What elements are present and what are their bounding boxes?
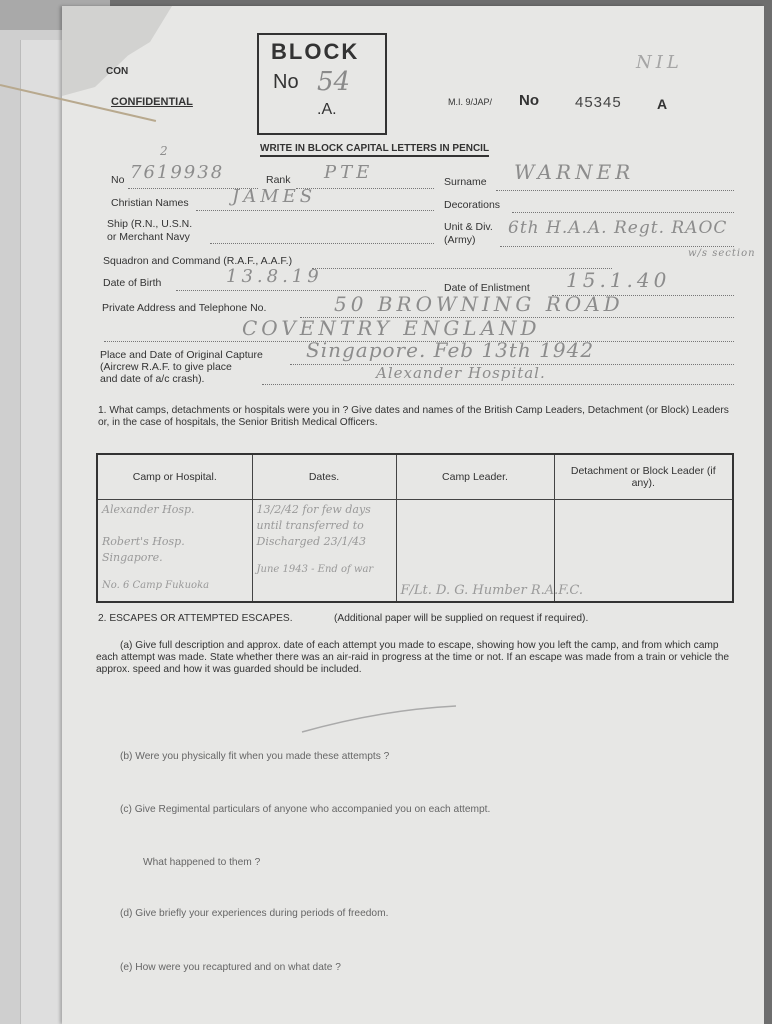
- address-label: Private Address and Telephone No.: [102, 302, 267, 314]
- enlistment-label: Date of Enlistment: [444, 282, 530, 294]
- nil-annotation: NIL: [636, 52, 683, 73]
- rank-value: PTE: [324, 162, 374, 183]
- dates-cell: [252, 500, 396, 603]
- block-no-label: No: [273, 71, 299, 93]
- form-suffix: A: [657, 96, 668, 112]
- block-label: BLOCK: [271, 39, 360, 64]
- capture-label-2: (Aircrew R.A.F. to give place: [100, 361, 232, 373]
- camp-entry: Robert's Hosp. Singapore.: [102, 535, 185, 564]
- dates-entry: Discharged 23/1/43: [256, 535, 367, 548]
- mi-reference: M.I. 9/JAP/: [448, 97, 493, 107]
- header-dates: Dates.: [252, 454, 396, 500]
- question-2c-followup: What happened to them ?: [143, 857, 261, 868]
- squadron-label: Squadron and Command (R.A.F., A.A.F.): [103, 255, 293, 267]
- camp-entry: No. 6 Camp Fukuoka: [102, 580, 210, 591]
- camp-table: [96, 453, 734, 603]
- form-number: 45345: [575, 94, 622, 111]
- header-camp-leader: Camp Leader.: [396, 454, 554, 500]
- surname-line: [496, 190, 734, 191]
- header-camp: Camp or Hospital.: [97, 454, 252, 500]
- section-2-note: (Additional paper will be supplied on request if required).: [334, 613, 589, 624]
- camp-leader-entry: F/Lt. D. G. Humber R.A.F.C.: [400, 583, 584, 598]
- capture-value-2: Alexander Hospital.: [376, 364, 546, 382]
- christian-names-line: [196, 210, 434, 211]
- service-number: 7619938: [130, 162, 225, 183]
- no-label: No: [111, 174, 125, 186]
- christian-names-label: Christian Names: [111, 197, 189, 209]
- table-header-row: [97, 454, 733, 500]
- ship-label: Ship (R.N., U.S.N.: [107, 218, 193, 230]
- rank-line: [296, 188, 434, 189]
- dob-label: Date of Birth: [103, 277, 162, 289]
- block-number: 54: [317, 67, 351, 97]
- unit-line: [500, 246, 734, 247]
- unit-label: Unit & Div.: [444, 221, 493, 233]
- block-letter: .A.: [317, 101, 337, 118]
- surname-label: Surname: [444, 176, 487, 188]
- christian-names-value: JAMES: [232, 186, 317, 207]
- question-2d: (d) Give briefly your experiences during periods of freedom.: [120, 908, 389, 919]
- confidential-label: CONFIDENTIAL: [111, 96, 193, 108]
- ship-line: [210, 243, 434, 244]
- capture-line-2: [262, 384, 734, 385]
- section-2-heading: 2. ESCAPES OR ATTEMPTED ESCAPES.: [98, 613, 293, 624]
- address-value-2: COVENTRY ENGLAND: [242, 316, 541, 340]
- dob-line: [176, 290, 426, 291]
- question-2e: (e) How were you recaptured and on what date ?: [120, 962, 341, 973]
- table-row: [97, 500, 733, 603]
- decorations-label: Decorations: [444, 199, 501, 211]
- unit-label-2: (Army): [444, 234, 476, 246]
- capture-label: Place and Date of Original Capture: [100, 349, 263, 361]
- dob-value: 13.8.19: [226, 266, 323, 287]
- ship-label-2: or Merchant Navy: [107, 231, 190, 243]
- dates-entry: 13/2/42 for few days until transferred to: [256, 503, 371, 532]
- header-detachment-leader: Detachment or Block Leader (if any).: [554, 454, 733, 500]
- question-2b: (b) Were you physically fit when you made these attempts ?: [120, 751, 390, 762]
- unit-value: 6th H.A.A. Regt. RAOC: [508, 218, 728, 238]
- question-2a: (a) Give full description and approx. date of each attempt you made to escape, showing how you left the camp, and from which camp each attempt was made. State whether there was an air-raid in progress at the time or not. If an escape was made from a train or vehicle the approx. speed and how it was guarded should be included.: [96, 640, 730, 675]
- question-2c: (c) Give Regimental particulars of anyone who accompanied you on each attempt.: [120, 804, 491, 815]
- block-stamp: [257, 33, 387, 135]
- pencil-mark: 2: [160, 144, 168, 158]
- decorations-line: [512, 212, 734, 213]
- camp-cell: [97, 500, 252, 603]
- confidential-top: CON: [106, 66, 129, 77]
- dates-entry: June 1943 - End of war: [256, 564, 374, 575]
- capture-label-3: and date of a/c crash).: [100, 373, 205, 385]
- pencil-stroke-path: [302, 706, 456, 732]
- camp-entry: Alexander Hosp.: [102, 503, 195, 516]
- question-1: 1. What camps, detachments or hospitals were you in ? Give dates and names of the British Camp Leaders, Detachment (or Block) Leaders or, in the case of hospitals, the Senior British Medical Officers.: [98, 405, 729, 428]
- pencil-stroke: [300, 700, 460, 740]
- capture-value-1: Singapore. Feb 13th 1942: [306, 338, 595, 362]
- surname-value: WARNER: [514, 160, 635, 184]
- camp-leader-cell: [396, 500, 584, 603]
- enlistment-value: 15.1.40: [566, 268, 671, 292]
- form-no-label: No: [519, 92, 539, 109]
- rank-label: Rank: [266, 174, 291, 186]
- pencil-instruction: WRITE IN BLOCK CAPITAL LETTERS IN PENCIL: [260, 143, 489, 157]
- address-value-1: 50 BROWNING ROAD: [334, 292, 624, 316]
- unit-value-2: w/s section: [688, 248, 756, 259]
